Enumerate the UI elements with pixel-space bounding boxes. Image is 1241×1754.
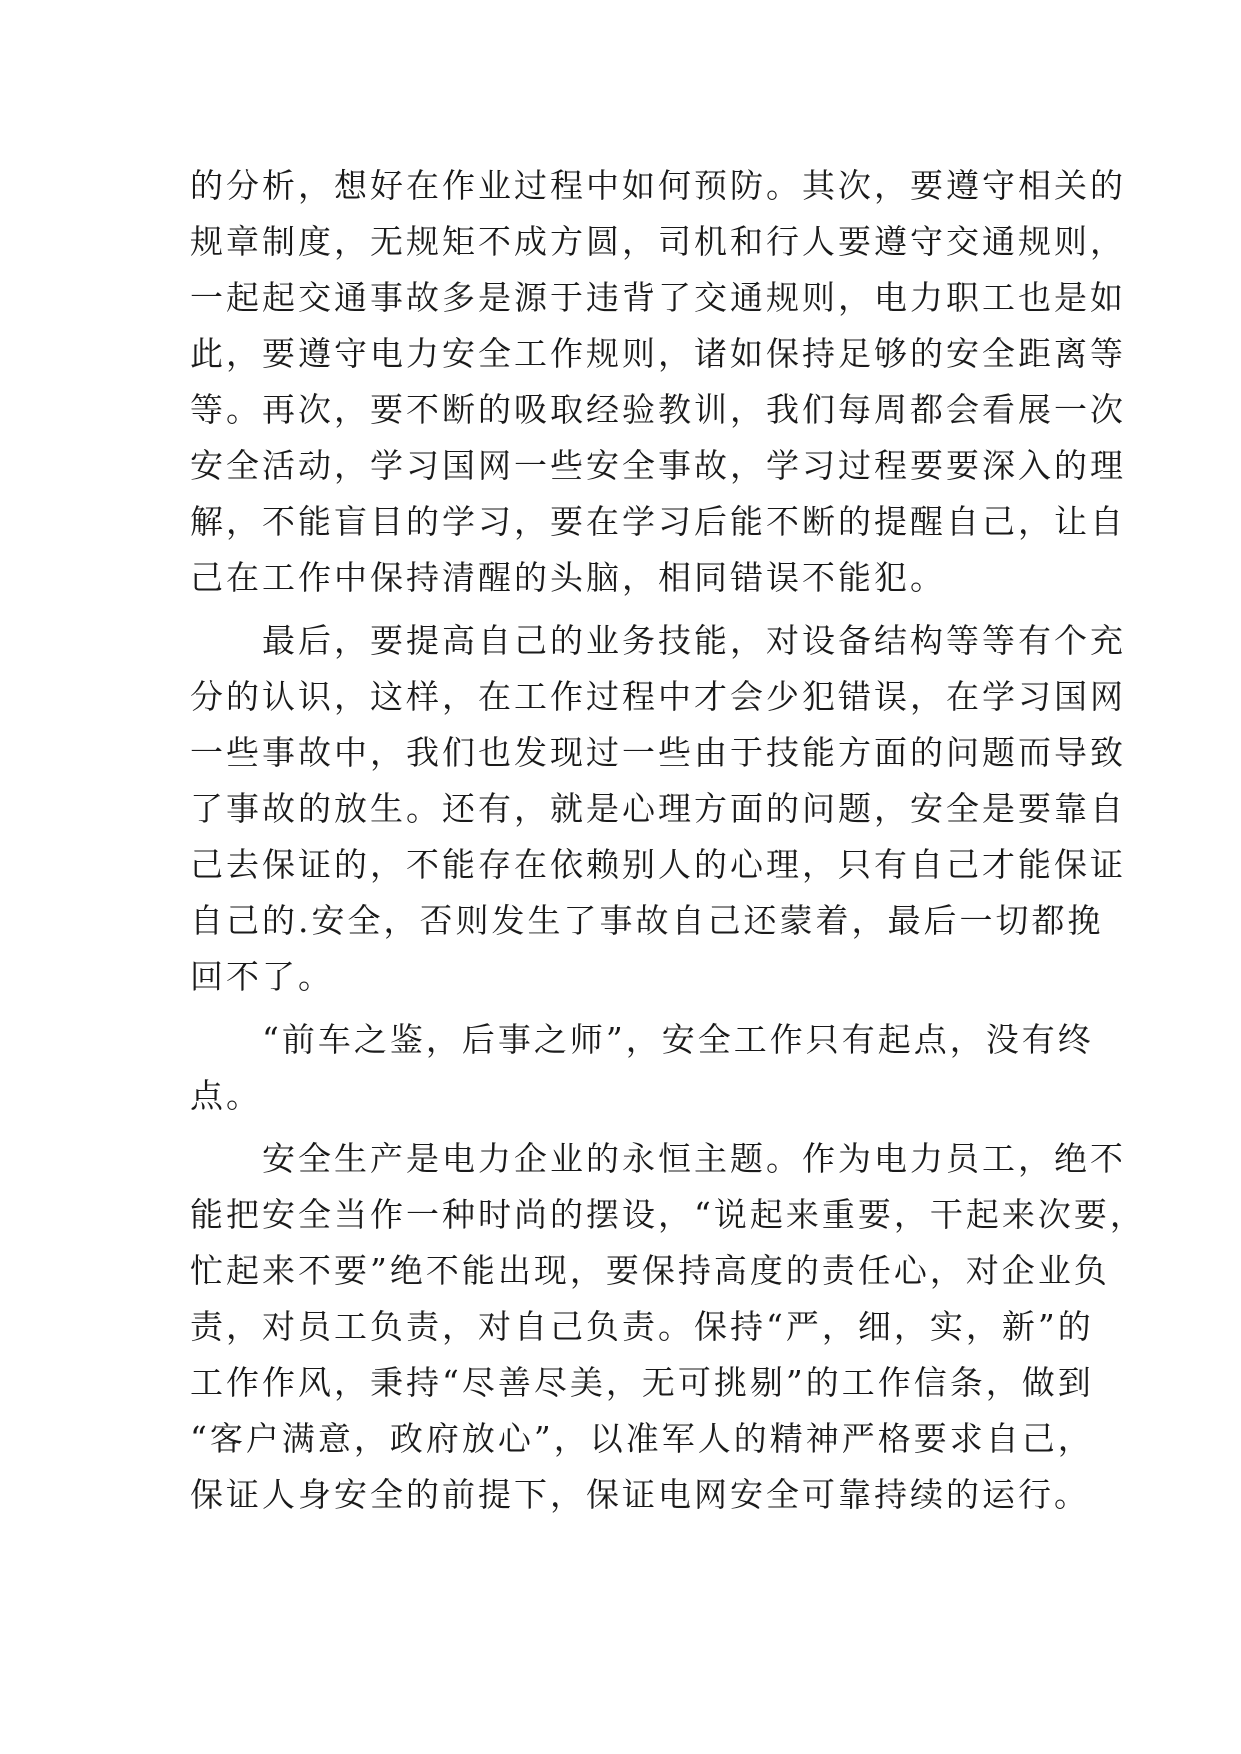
text-line: 一起起交通事故多是源于违背了交通规则，电力职工也是如 [190,278,1126,317]
paragraph-gap [190,1005,1070,1012]
text-line: 能把安全当作一种时尚的摆设，“说起来重要，干起来次要， [190,1195,1146,1234]
text-line: “前车之鉴，后事之师”，安全工作只有起点，没有终 [190,1020,1094,1059]
text-line: 最后，要提高自己的业务技能，对设备结构等等有个充 [190,621,1126,660]
text-line: 忙起来不要”绝不能出现，要保持高度的责任心，对企业负 [190,1251,1110,1290]
text-line: 解，不能盲目的学习，要在学习后能不断的提醒自己，让自 [190,502,1126,541]
text-line: 责，对员工负责，对自己负责。保持“严，细，实，新”的 [190,1307,1094,1346]
paragraph-gap [190,606,1070,613]
text-line: 保证人身安全的前提下，保证电网安全可靠持续的运行。 [190,1475,1090,1514]
text-line: “客户满意，政府放心”，以准军人的精神严格要求自己， [190,1419,1094,1458]
text-line: 点。 [190,1076,262,1115]
text-line: 回不了。 [190,957,334,996]
text-line: 自己的.安全，否则发生了事故自己还蒙着，最后一切都挽 [190,901,1104,940]
text-line: 此，要遵守电力安全工作规则，诸如保持足够的安全距离等 [190,334,1126,373]
text-line: 安全生产是电力企业的永恒主题。作为电力员工，绝不 [190,1139,1126,1178]
text-line: 一些事故中，我们也发现过一些由于技能方面的问题而导致 [190,733,1126,772]
text-line: 的分析，想好在作业过程中如何预防。其次，要遵守相关的 [190,166,1126,205]
body-text [190,158,1146,1523]
text-line: 工作作风，秉持“尽善尽美，无可挑剔”的工作信条，做到 [190,1363,1094,1402]
text-line: 分的认识，这样，在工作过程中才会少犯错误，在学习国网 [190,677,1126,716]
text-line: 安全活动，学习国网一些安全事故，学习过程要要深入的理 [190,446,1126,485]
text-line: 己去保证的，不能存在依赖别人的心理，只有自己才能保证 [190,845,1126,884]
paragraph-gap [190,1124,1070,1131]
text-line: 己在工作中保持清醒的头脑，相同错误不能犯。 [190,558,946,597]
text-line: 规章制度，无规矩不成方圆，司机和行人要遵守交通规则， [190,222,1126,261]
text-line: 了事故的放生。还有，就是心理方面的问题，安全是要靠自 [190,789,1126,828]
text-line: 等。再次，要不断的吸取经验教训，我们每周都会看展一次 [190,390,1126,429]
